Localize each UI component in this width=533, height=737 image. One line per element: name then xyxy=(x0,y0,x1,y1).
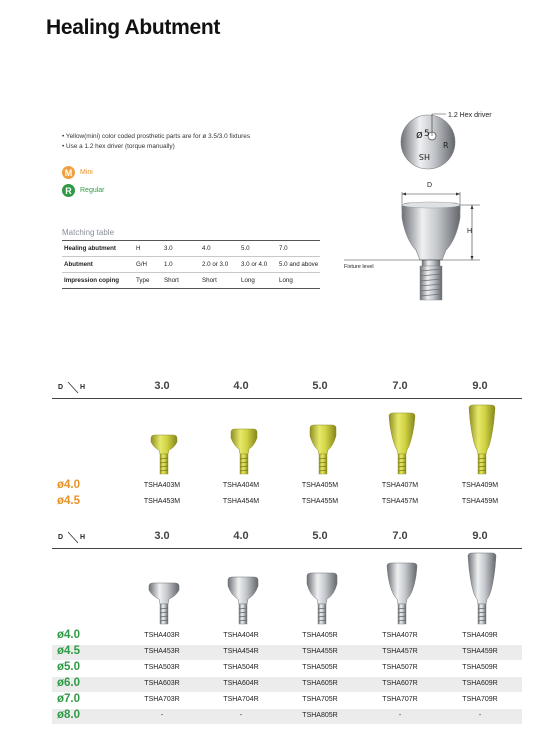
product-code: TSHA409R xyxy=(462,632,498,639)
regular-diameter: ø4.0 xyxy=(57,629,81,641)
product-code: TSHA503R xyxy=(144,664,180,671)
height-col-4-0: 4.0 xyxy=(233,380,249,392)
product-code: TSHA505R xyxy=(302,664,338,671)
height-col-5-0: 5.0 xyxy=(312,380,328,392)
product-code: TSHA455R xyxy=(302,648,338,655)
d-h-header: D H xyxy=(58,384,63,391)
healing-abutment-regular-4-0-icon xyxy=(225,576,261,626)
product-code: TSHA405M xyxy=(301,482,339,489)
product-code: TSHA407M xyxy=(381,482,419,489)
product-code: TSHA603R xyxy=(144,680,180,687)
product-code: - xyxy=(398,712,402,719)
diagonal-slash-icon xyxy=(67,530,79,544)
product-code: TSHA703R xyxy=(144,696,180,703)
regular-diameter: ø8.0 xyxy=(57,709,81,721)
healing-abutment-regular-9-0-icon xyxy=(464,552,500,626)
mini-header-row xyxy=(52,380,522,399)
cap-text-bottom: HS xyxy=(418,152,430,161)
product-code: TSHA404R xyxy=(223,632,259,639)
product-code: TSHA509R xyxy=(462,664,498,671)
notes-list xyxy=(62,132,250,152)
product-code: TSHA403R xyxy=(144,632,180,639)
abutment-neck xyxy=(422,260,440,266)
product-code: TSHA709R xyxy=(462,696,498,703)
regular-badge-icon: R xyxy=(62,184,75,197)
product-code: TSHA454M xyxy=(222,498,260,505)
fixture-level-label: Fixture level xyxy=(344,264,374,270)
healing-abutment-mini-4-0-icon xyxy=(228,428,260,476)
product-code: TSHA705R xyxy=(302,696,338,703)
table-row: Healing abutment H 3.0 4.0 5.0 7.0 xyxy=(62,241,320,257)
legend-regular-label: Regular xyxy=(80,187,105,194)
hex-driver-label: 1.2 Hex driver xyxy=(448,112,492,119)
d-h-header: D H xyxy=(58,534,63,541)
product-code: TSHA507R xyxy=(382,664,418,671)
h-arrow-top-icon xyxy=(471,205,474,209)
height-col-7-0: 7.0 xyxy=(392,530,408,542)
abutment-thread-icon xyxy=(420,266,442,300)
healing-abutment-mini-5-0-icon xyxy=(307,424,339,476)
product-code: TSHA805R xyxy=(302,712,338,719)
product-code: TSHA704R xyxy=(223,696,259,703)
cap-text-top: 5 xyxy=(424,129,430,139)
regular-header-row xyxy=(52,530,522,549)
abutment-side-view-icon xyxy=(402,203,460,260)
healing-abutment-regular-3-0-icon xyxy=(146,582,182,626)
regular-diameter: ø7.0 xyxy=(57,693,81,705)
legend-regular xyxy=(62,184,105,197)
product-code: TSHA403M xyxy=(143,482,181,489)
h-label: H xyxy=(467,228,473,235)
cap-text-right: R xyxy=(443,141,449,150)
healing-abutment-regular-7-0-icon xyxy=(384,562,420,626)
h-arrow-bottom-icon xyxy=(471,256,474,260)
product-code: TSHA453R xyxy=(144,648,180,655)
cap-phi-symbol: ø xyxy=(416,128,423,141)
product-code: - xyxy=(160,712,164,719)
note-item: • Use a 1.2 hex driver (torque manually) xyxy=(62,143,175,150)
abutment-diagram xyxy=(340,100,520,310)
legend-mini xyxy=(62,166,93,179)
product-code: TSHA707R xyxy=(382,696,418,703)
d-arrow-right-icon xyxy=(456,193,460,196)
product-code: TSHA605R xyxy=(302,680,338,687)
product-code: TSHA459M xyxy=(461,498,499,505)
regular-diameter: ø4.5 xyxy=(57,645,81,657)
product-code: TSHA607R xyxy=(382,680,418,687)
height-col-4-0: 4.0 xyxy=(233,530,249,542)
healing-abutment-mini-7-0-icon xyxy=(386,412,418,476)
product-code: TSHA455M xyxy=(301,498,339,505)
regular-diameter: ø5.0 xyxy=(57,661,81,673)
height-col-9-0: 9.0 xyxy=(472,380,488,392)
product-code: TSHA457R xyxy=(382,648,418,655)
height-col-3-0: 3.0 xyxy=(154,530,170,542)
note-item: • Yellow(mini) color coded prosthetic parts are for ø 3.5/3.0 fixtures xyxy=(62,133,251,140)
product-code: - xyxy=(478,712,482,719)
product-code: TSHA453M xyxy=(143,498,181,505)
diagonal-slash-icon xyxy=(67,380,79,394)
d-label: D xyxy=(427,182,433,189)
legend-mini-label: Mini xyxy=(80,169,93,176)
page-title: Healing Abutment xyxy=(46,16,221,39)
matching-table-title: Matching table xyxy=(62,228,115,237)
abutment-top-rim xyxy=(402,202,460,208)
product-code: TSHA604R xyxy=(223,680,259,687)
height-col-3-0: 3.0 xyxy=(154,380,170,392)
height-col-5-0: 5.0 xyxy=(312,530,328,542)
mini-diameter-4-5: ø4.5 xyxy=(57,495,81,507)
d-arrow-left-icon xyxy=(402,193,406,196)
product-code: TSHA457M xyxy=(381,498,419,505)
height-col-9-0: 9.0 xyxy=(472,530,488,542)
healing-abutment-mini-9-0-icon xyxy=(466,404,498,476)
mini-badge-icon: M xyxy=(62,166,75,179)
product-code: TSHA459R xyxy=(462,648,498,655)
healing-abutment-mini-3-0-icon xyxy=(148,434,180,476)
product-code: TSHA454R xyxy=(223,648,259,655)
product-code: TSHA609R xyxy=(462,680,498,687)
product-code: TSHA404M xyxy=(222,482,260,489)
table-row: Impression coping Type Short Short Long Long xyxy=(62,273,320,289)
regular-diameter: ø6.0 xyxy=(57,677,81,689)
product-code: TSHA407R xyxy=(382,632,418,639)
table-row: Abutment G/H 1.0 2.0 or 3.0 3.0 or 4.0 5.0 and above xyxy=(62,257,320,273)
product-code: - xyxy=(239,712,243,719)
product-code: TSHA405R xyxy=(302,632,338,639)
healing-abutment-regular-5-0-icon xyxy=(304,572,340,626)
product-code: TSHA504R xyxy=(223,664,259,671)
height-col-7-0: 7.0 xyxy=(392,380,408,392)
product-code: TSHA409M xyxy=(461,482,499,489)
mini-diameter-4-0: ø4.0 xyxy=(57,479,81,491)
matching-table xyxy=(62,240,320,289)
